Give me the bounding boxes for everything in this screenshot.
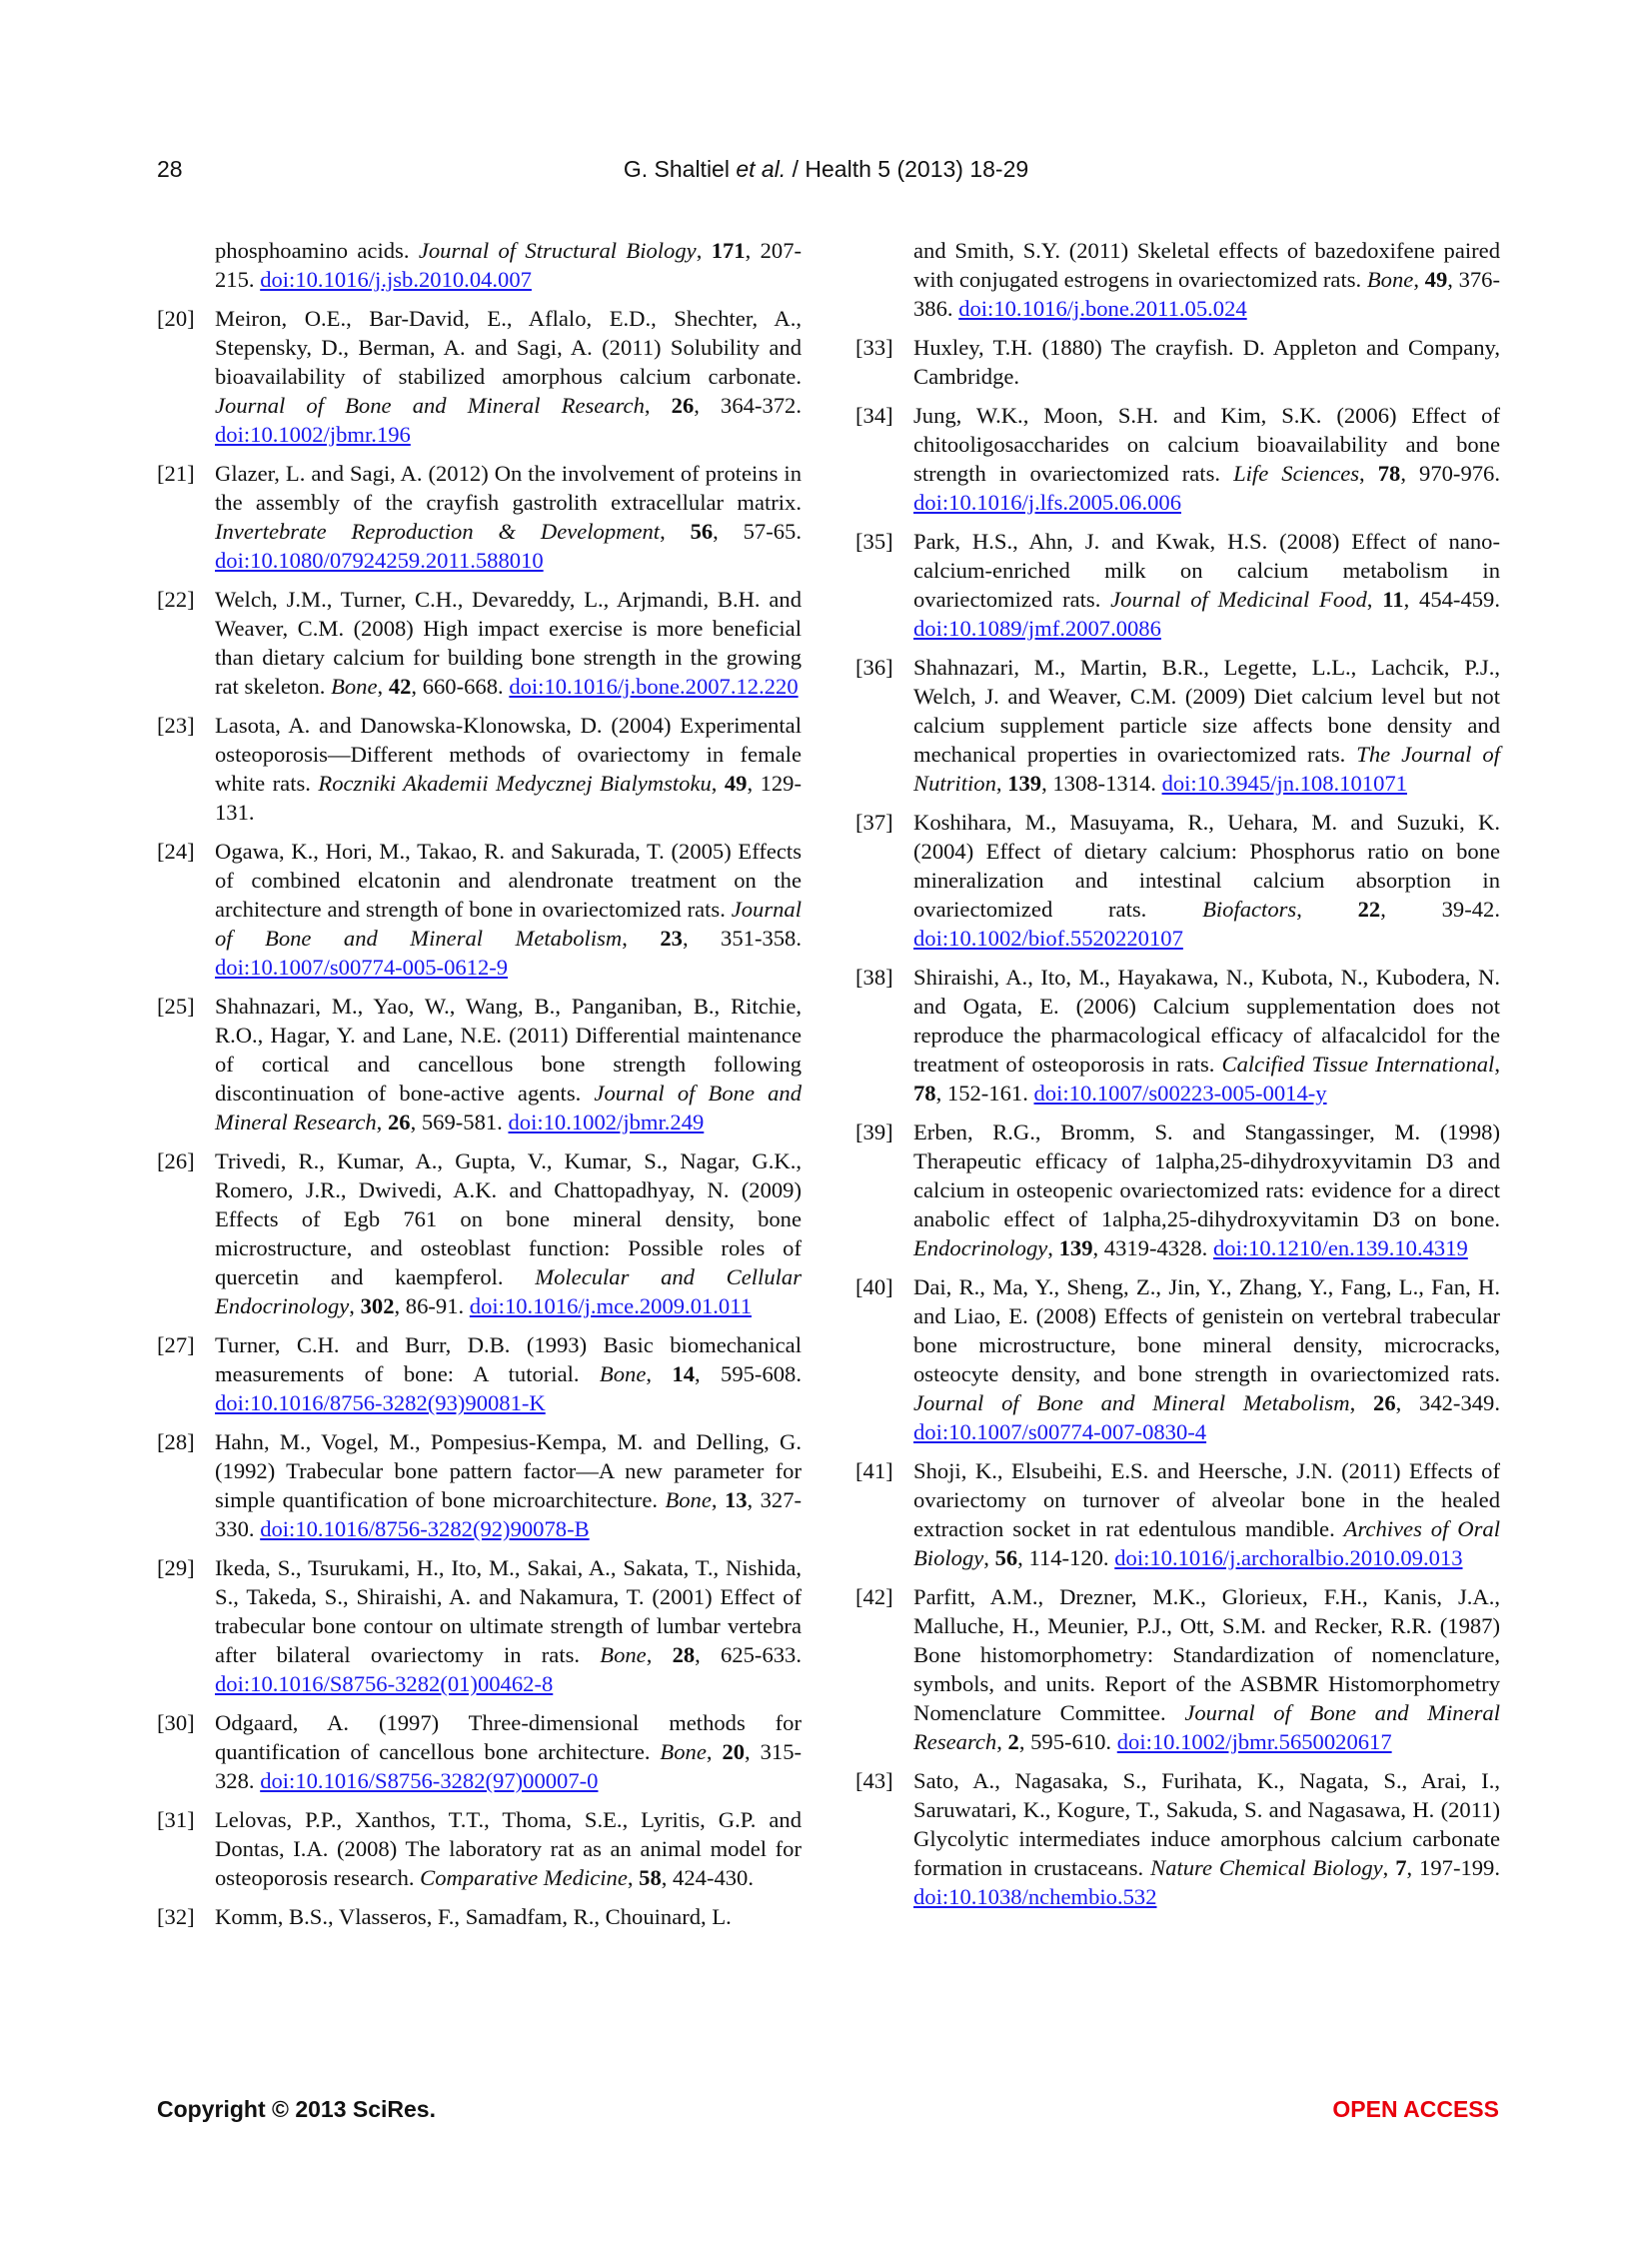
reference-text: , 970-976. (1400, 461, 1500, 486)
reference-text: Trivedi, R., Kumar, A., Gupta, V., Kumar, S., Nagar, G.K., Romero, J.R., Dwivedi, A.K. and Chattopadhyay, N. (2009) Effects of Egb 761 on bone mineral density, bone microstructure, and osteoblast function: Possible roles of quercetin and kaempferol. (215, 1148, 802, 1289)
reference-text: , (627, 1865, 640, 1890)
journal-title: Life Sciences (1233, 461, 1360, 486)
reference-number: [42] (855, 1584, 893, 1609)
reference-text: and Smith, S.Y. (2011) Skeletal effects of bazedoxifene paired with conjugated estrogens in ovariectomized rats. (913, 238, 1500, 292)
reference-number: [35] (855, 529, 893, 554)
journal-title: Journal of Bone and Mineral Research (913, 1700, 1500, 1754)
reference-text: Shahnazari, M., Martin, B.R., Legette, L.L., Lachcik, P.J., Welch, J. and Weaver, C.M. (2009) Diet calcium level but not calcium supplement particle size affects bone density and mechanical properties in ovariectomized rats. (913, 655, 1500, 767)
reference-text: , (660, 519, 691, 544)
volume-number: 302 (360, 1293, 395, 1318)
reference-text: , (1366, 587, 1383, 612)
reference-text: , 114-120. (1017, 1545, 1115, 1570)
reference-text: Parfitt, A.M., Drezner, M.K., Glorieux, F.H., Kanis, J.A., Malluche, H., Meunier, P.J., Ott, S.M. and Recker, R.R. (1987) Bone histomorphometry: Standardization of nomenclature, symbols, and units. Report of the ASBMR Histomorphometry Nomenclature Committee. (913, 1584, 1500, 1725)
reference-text: , 315-328. (215, 1739, 803, 1793)
reference-text: , 351-358. (682, 926, 803, 951)
reference-text: Glazer, L. and Sagi, A. (2012) On the involvement of proteins in the assembly of the crayfish gastrolith extracellular matrix. (215, 461, 802, 515)
volume-number: 139 (1058, 1235, 1093, 1260)
reference-entry (855, 401, 1500, 517)
reference-entry (855, 236, 1500, 323)
reference-number: [34] (855, 403, 893, 428)
reference-text: , 424-430. (661, 1865, 755, 1890)
journal-title: Bone (331, 674, 378, 699)
volume-number: 14 (672, 1361, 695, 1386)
reference-entry (855, 333, 1500, 391)
doi-link[interactable]: doi:10.1002/jbmr.5650020617 (1116, 1729, 1392, 1754)
reference-text: , (646, 1642, 673, 1667)
reference-text: Hahn, M., Vogel, M., Pompesius-Kempa, M. and Delling, G. (1992) Trabecular bone pattern factor—A new parameter for simple quantification of bone microarchitecture. (215, 1429, 802, 1512)
volume-number: 28 (672, 1642, 696, 1667)
doi-link[interactable]: doi:10.1007/s00774-007-0830-4 (913, 1419, 1207, 1444)
reference-text: , 197-199. (1406, 1855, 1501, 1880)
reference-entry (157, 236, 802, 294)
journal-title: Invertebrate Reproduction & Development (215, 519, 661, 544)
volume-number: 56 (994, 1545, 1018, 1570)
running-head (0, 156, 1652, 183)
reference-text: , 207-215. (215, 238, 803, 292)
reference-text: , (983, 1545, 995, 1570)
reference-text: Odgaard, A. (1997) Three-dimensional methods for quantification of cancellous bone architecture. (215, 1710, 802, 1764)
reference-entry (157, 1902, 802, 1931)
reference-number: [41] (855, 1458, 893, 1483)
copyright-notice: Copyright © 2013 SciRes. (157, 2096, 436, 2122)
running-head-journal: / Health 5 (2013) 18-29 (792, 156, 1029, 182)
doi-link[interactable]: doi:10.1038/nchembio.532 (913, 1884, 1157, 1909)
reference-text: Lelovas, P.P., Xanthos, T.T., Thoma, S.E., Lyritis, G.P. and Dontas, I.A. (2008) The laboratory rat as an animal model for osteoporosis research. (215, 1807, 802, 1890)
reference-text: Lasota, A. and Danowska-Klonowska, D. (2004) Experimental osteoporosis—Different methods of ovariectomy in female white rats. (215, 713, 802, 796)
doi-link[interactable]: doi:10.1002/jbmr.249 (508, 1110, 705, 1134)
reference-number: [33] (855, 335, 893, 360)
volume-number: 78 (913, 1081, 936, 1106)
reference-entry (855, 1456, 1500, 1572)
references-left-column (157, 236, 802, 1941)
reference-text: , (646, 1361, 673, 1386)
running-head-author: G. Shaltiel (623, 156, 730, 182)
journal-title: Journal of Structural Biology (418, 238, 697, 263)
reference-text: Dai, R., Ma, Y., Sheng, Z., Jin, Y., Zhang, Y., Fang, L., Fan, H. and Liao, E. (2008) Effects of genistein on vertebral trabecular bone microstructure, bone mineral density, microcracks, osteocyte density, and bone strength in ovariectomized rats. (913, 1274, 1500, 1386)
reference-entry (157, 459, 802, 575)
reference-text: , 595-608. (695, 1361, 802, 1386)
reference-number: [22] (157, 587, 195, 612)
doi-link[interactable]: doi:10.1016/j.archoralbio.2010.09.013 (1114, 1545, 1463, 1570)
volume-number: 56 (690, 519, 714, 544)
journal-title: Comparative Medicine (420, 1865, 628, 1890)
open-access-label: OPEN ACCESS (1332, 2096, 1499, 2122)
reference-entry (157, 992, 802, 1136)
reference-number: [38] (855, 965, 893, 990)
doi-link[interactable]: doi:10.1016/j.bone.2011.05.024 (958, 296, 1247, 321)
reference-entry (157, 1805, 802, 1892)
reference-entry (157, 1553, 802, 1698)
volume-number: 49 (724, 771, 748, 796)
reference-number: [28] (157, 1429, 195, 1454)
reference-entry (855, 653, 1500, 798)
doi-link[interactable]: doi:10.1016/S8756-3282(97)00007-0 (260, 1768, 599, 1793)
reference-text: , 1308-1314. (1041, 771, 1162, 796)
running-head-etal: et al. (736, 156, 787, 182)
reference-number: [21] (157, 461, 195, 486)
reference-text: Meiron, O.E., Bar-David, E., Aflalo, E.D., Shechter, A., Stepensky, D., Berman, A. and Sagi, A. (2011) Solubility and bioavailability of stabilized amorphous calcium carbonate. (215, 306, 802, 389)
reference-text: Huxley, T.H. (1880) The crayfish. D. Appleton and Company, Cambridge. (913, 335, 1500, 389)
reference-entry (855, 808, 1500, 953)
reference-text: Ikeda, S., Tsurukami, H., Ito, M., Sakai, A., Sakata, T., Nishida, S., Takeda, S., Shiraishi, A. and Nakamura, T. (2001) Effect of trabecular bone contour on ultimate strength of lumbar vertebra after bilateral ovariectomy in rats. (215, 1555, 802, 1667)
reference-text: , (1382, 1855, 1396, 1880)
volume-number: 78 (1377, 461, 1401, 486)
reference-number: [40] (855, 1274, 893, 1299)
reference-text: , 364-372. (694, 393, 803, 418)
reference-entry (157, 1330, 802, 1417)
reference-number: [26] (157, 1148, 195, 1173)
page-header (0, 156, 1652, 186)
reference-text: , 595-610. (1018, 1729, 1117, 1754)
volume-number: 20 (722, 1739, 746, 1764)
reference-text: Shoji, K., Elsubeihi, E.S. and Heersche, J.N. (2011) Effects of ovariectomy on turnover of alveolar bone in the healed extraction socket in rat edentulous mandible. (913, 1458, 1500, 1541)
reference-entry (855, 1582, 1500, 1756)
journal-title: Bone (665, 1487, 712, 1512)
reference-text: , (1413, 267, 1425, 292)
reference-text: , 152-161. (935, 1081, 1034, 1106)
reference-text: , (996, 1729, 1008, 1754)
journal-title: Molecular and Cellular Endocrinology (215, 1264, 802, 1318)
volume-number: 2 (1007, 1729, 1019, 1754)
volume-number: 58 (639, 1865, 662, 1890)
reference-number: [36] (855, 655, 893, 680)
reference-entry (157, 837, 802, 982)
reference-text: , 625-633. (695, 1642, 802, 1667)
journal-title: Archives of Oral Biology (913, 1516, 1500, 1570)
reference-entry (855, 527, 1500, 643)
journal-title: Bone (1366, 267, 1414, 292)
volume-number: 22 (1357, 897, 1381, 922)
doi-link[interactable]: doi:10.1016/j.jsb.2010.04.007 (260, 267, 532, 292)
reference-number: [30] (157, 1710, 195, 1735)
references-right-column (855, 236, 1500, 1921)
reference-entry (855, 1272, 1500, 1446)
reference-text: , (349, 1293, 361, 1318)
doi-link[interactable]: doi:10.1002/jbmr.196 (215, 422, 411, 447)
reference-text: , (376, 1110, 388, 1134)
page-number: 28 (157, 156, 183, 182)
reference-text: , (1349, 1390, 1374, 1415)
reference-text: , (706, 1739, 723, 1764)
reference-text: , 39-42. (1380, 897, 1500, 922)
reference-text: , 660-668. (411, 674, 510, 699)
reference-number: [23] (157, 713, 195, 738)
reference-number: [43] (855, 1768, 893, 1793)
reference-number: [25] (157, 994, 195, 1019)
reference-entry (855, 963, 1500, 1108)
reference-number: [37] (855, 810, 893, 835)
reference-text: , 4319-4328. (1092, 1235, 1213, 1260)
reference-number: [27] (157, 1332, 195, 1357)
doi-link[interactable]: doi:10.1016/8756-3282(92)90078-B (260, 1516, 590, 1541)
reference-text: , (622, 926, 661, 951)
journal-title: Roczniki Akademii Medycznej Bialymstoku (318, 771, 712, 796)
reference-entry (157, 1708, 802, 1795)
reference-number: [32] (157, 1904, 195, 1929)
volume-number: 139 (1007, 771, 1042, 796)
reference-number: [20] (157, 306, 195, 331)
journal-title: Bone (660, 1739, 707, 1764)
reference-entry (855, 1766, 1500, 1911)
reference-number: [31] (157, 1807, 195, 1832)
volume-number: 42 (388, 674, 412, 699)
reference-text: , (1494, 1052, 1500, 1077)
reference-entry (157, 1146, 802, 1320)
reference-text: , (711, 771, 725, 796)
reference-text: Shiraishi, A., Ito, M., Hayakawa, N., Kubota, N., Kubodera, N. and Ogata, E. (2006) Calcium supplementation does not reproduce the pharmacological efficacy of alfacalcidol for the treatment of osteoporosis in rats. (913, 965, 1500, 1077)
reference-text: , 57-65. (713, 519, 802, 544)
reference-text: , (644, 393, 672, 418)
reference-entry (157, 304, 802, 449)
journal-title: Journal of Bone and Mineral Research (215, 393, 645, 418)
reference-text: , 86-91. (394, 1293, 470, 1318)
doi-link[interactable]: doi:10.1089/jmf.2007.0086 (913, 616, 1161, 641)
reference-number: [39] (855, 1120, 893, 1144)
reference-entry (157, 585, 802, 701)
volume-number: 13 (724, 1487, 748, 1512)
reference-number: [29] (157, 1555, 195, 1580)
reference-text: Shahnazari, M., Yao, W., Wang, B., Panganiban, B., Ritchie, R.O., Hagar, Y. and Lane, N.E. (2011) Differential maintenance of cortical and cancellous bone strength following discontinuation of bone-active agents. (215, 994, 802, 1106)
reference-text: , 342-349. (1395, 1390, 1500, 1415)
reference-text: , (1359, 461, 1378, 486)
journal-title: Journal of Bone and Mineral Research (215, 1081, 802, 1134)
reference-text: , (1296, 897, 1358, 922)
volume-number: 26 (1373, 1390, 1396, 1415)
reference-text: Erben, R.G., Bromm, S. and Stangassinger, M. (1998) Therapeutic efficacy of 1alpha,25-dihydroxyvitamin D3 and calcium in osteopenic ovariectomized rats: evidence for a direct anabolic effect of 1alpha,25-dihydroxyvitamin D3 on bone. (913, 1120, 1500, 1231)
reference-text: , (1047, 1235, 1059, 1260)
doi-link[interactable]: doi:10.1007/s00774-005-0612-9 (215, 955, 509, 980)
volume-number: 26 (671, 393, 695, 418)
reference-text: , 569-581. (410, 1110, 509, 1134)
reference-text: phosphoamino acids. (215, 238, 419, 263)
journal-title: The Journal of Nutrition (913, 742, 1500, 796)
reference-text: , (711, 1487, 725, 1512)
doi-link[interactable]: doi:10.1016/8756-3282(93)90081-K (215, 1390, 546, 1415)
reference-text: Koshihara, M., Masuyama, R., Uehara, M. and Suzuki, K. (2004) Effect of dietary calcium: Phosphorus ratio on bone mineralization and intestinal calcium absorption in ovariectomized rats. (913, 810, 1500, 922)
journal-title: Bone (599, 1361, 647, 1386)
reference-text: , 376-386. (913, 267, 1501, 321)
doi-link[interactable]: doi:10.1007/s00223-005-0014-y (1033, 1081, 1327, 1106)
reference-text: , (377, 674, 389, 699)
journal-title: Journal of Bone and Mineral Metabolism (215, 897, 802, 951)
doi-link[interactable]: doi:10.1002/biof.5520220107 (913, 926, 1183, 951)
reference-text: Ogawa, K., Hori, M., Takao, R. and Sakurada, T. (2005) Effects of combined elcatonin and alendronate treatment on the architecture and strength of bone in ovariectomized rats. (215, 839, 802, 922)
volume-number: 171 (711, 238, 746, 263)
reference-entry (157, 711, 802, 827)
reference-number: [24] (157, 839, 195, 864)
reference-text: Jung, W.K., Moon, S.H. and Kim, S.K. (2006) Effect of chitooligosaccharides on calcium bioavailability and bone strength in ovariectomized rats. (913, 403, 1500, 486)
doi-link[interactable]: doi:10.1016/j.mce.2009.01.011 (469, 1293, 752, 1318)
reference-text: , (696, 238, 712, 263)
reference-text: Turner, C.H. and Burr, D.B. (1993) Basic biomechanical measurements of bone: A tutorial. (215, 1332, 802, 1386)
reference-entry (855, 1118, 1500, 1262)
reference-text: , 327-330. (215, 1487, 803, 1541)
reference-text: , 454-459. (1403, 587, 1500, 612)
journal-title: Biofactors (1202, 897, 1297, 922)
doi-link[interactable]: doi:10.1016/j.bone.2007.12.220 (509, 674, 799, 699)
volume-number: 26 (387, 1110, 411, 1134)
volume-number: 11 (1382, 587, 1404, 612)
journal-title: Calcified Tissue International (1221, 1052, 1495, 1077)
reference-text: , (995, 771, 1008, 796)
page-footer (157, 2096, 1499, 2126)
reference-entry (157, 1427, 802, 1543)
volume-number: 23 (660, 926, 683, 951)
volume-number: 49 (1424, 267, 1448, 292)
reference-text: Park, H.S., Ahn, J. and Kwak, H.S. (2008) Effect of nano-calcium-enriched milk on calcium metabolism in ovariectomized rats. (913, 529, 1500, 612)
reference-text: Welch, J.M., Turner, C.H., Devareddy, L., Arjmandi, B.H. and Weaver, C.M. (2008) High impact exercise is more beneficial than dietary calcium for building bone strength in the growing rat skeleton. (215, 587, 802, 699)
journal-title: Journal of Bone and Mineral Metabolism (913, 1390, 1350, 1415)
journal-title: Journal of Medicinal Food (1110, 587, 1367, 612)
reference-text: Sato, A., Nagasaka, S., Furihata, K., Nagata, S., Arai, I., Saruwatari, K., Kogure, T., Sakuda, S. and Nagasawa, H. (2011) Glycolytic intermediates induce amorphous calcium carbonate formation in crustaceans. (913, 1768, 1500, 1880)
doi-link[interactable]: doi:10.1210/en.139.10.4319 (1212, 1235, 1468, 1260)
journal-title: Bone (600, 1642, 647, 1667)
doi-link[interactable]: doi:10.1080/07924259.2011.588010 (215, 548, 544, 573)
doi-link[interactable]: doi:10.3945/jn.108.101071 (1161, 771, 1407, 796)
journal-title: Nature Chemical Biology (1150, 1855, 1383, 1880)
reference-text: , 129-131. (215, 771, 802, 825)
reference-text: Komm, B.S., Vlasseros, F., Samadfam, R., Chouinard, L. (215, 1904, 732, 1929)
doi-link[interactable]: doi:10.1016/j.lfs.2005.06.006 (913, 490, 1181, 515)
volume-number: 7 (1395, 1855, 1407, 1880)
doi-link[interactable]: doi:10.1016/S8756-3282(01)00462-8 (215, 1671, 554, 1696)
journal-title: Endocrinology (913, 1235, 1048, 1260)
